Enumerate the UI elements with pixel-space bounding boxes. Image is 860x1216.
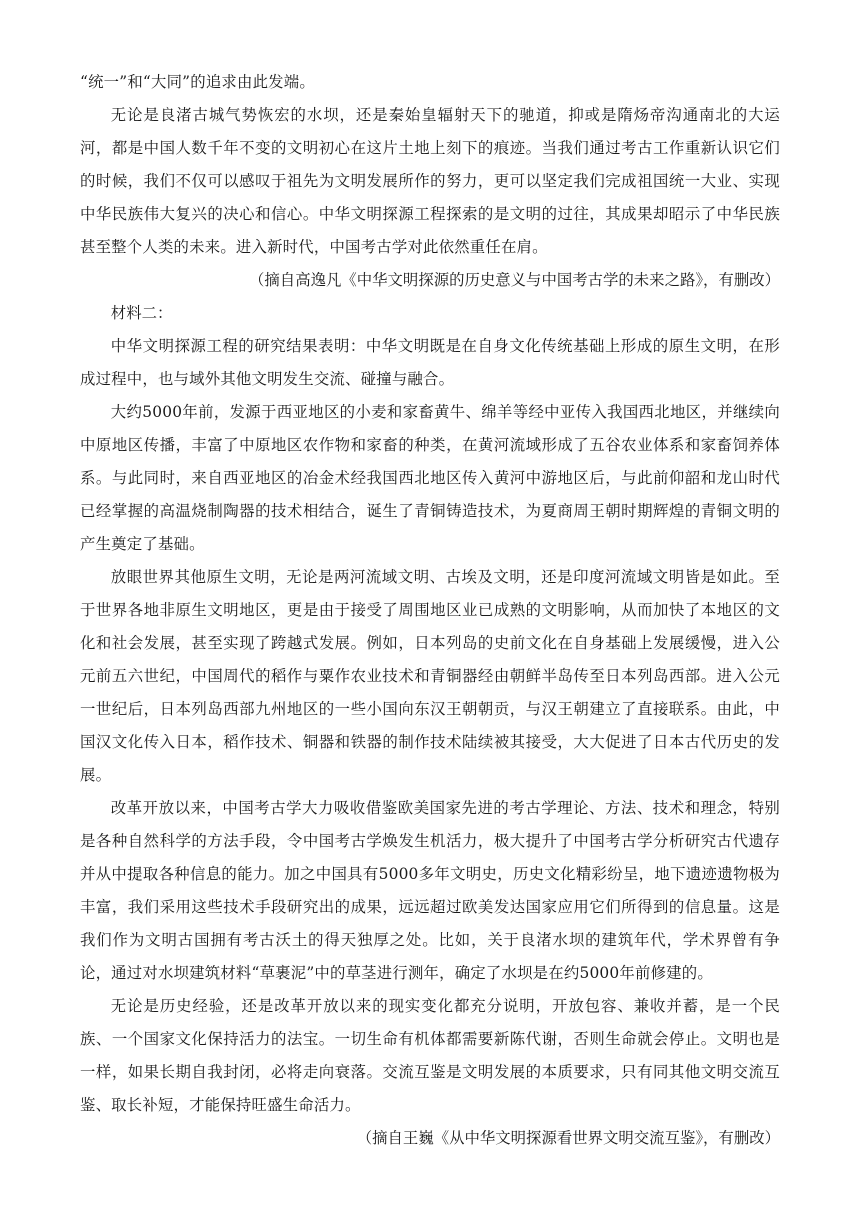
source-citation: （摘自王巍《从中华文明探源看世界文明交流互鉴》，有删改） — [356, 1129, 780, 1147]
material-label: 材料二： — [110, 304, 173, 322]
paragraph: 放眼世界其他原生文明，无论是两河流域文明、古埃及文明，还是印度河流域文明皆是如此。至于世界各地非原生文明地区，更是由于接受了周围地区业已成熟的文明影响，从而加快了本地区的文化和社会发展，甚至实现了跨越式发展。例如，日本列岛的史前文化在自身基础上发展缓慢，进入公元前五六世纪，中国周代的稻作与粟作农业技术和青铜器经由朝鲜半岛传至日本列岛西部。进入公元一世纪后，日本列岛西部九州地区的一些小国向东汉王朝朝贡，与汉王朝建立了直接联系。由此，中国汉文化传入日本，稻作技术、铜器和铁器的制作技术陆续被其接受，大大促进了日本古代历史的发展。 — [80, 568, 780, 784]
paragraph: 中华文明探源工程的研究结果表明：中华文明既是在自身文化传统基础上形成的原生文明，在形成过程中，也与域外其他文明发生交流、碰撞与融合。 — [80, 337, 780, 388]
continued-line: “统一”和“大同”的追求由此发端。 — [80, 73, 315, 91]
document-page — [80, 66, 780, 1155]
paragraph: 无论是良渚古城气势恢宏的水坝，还是秦始皇辐射天下的驰道，抑或是隋炀帝沟通南北的大运河，都是中国人数千年不变的文明初心在这片土地上刻下的痕迹。当我们通过考古工作重新认识它们的时候，我们不仅可以感叹于祖先为文明发展所作的努力，更可以坚定我们完成祖国统一大业、实现中华民族伟大复兴的决心和信心。中华文明探源工程探索的是文明的过往，其成果却昭示了中华民族甚至整个人类的未来。进入新时代，中国考古学对此依然重任在肩。 — [80, 106, 780, 256]
paragraph: 大约5000年前，发源于西亚地区的小麦和家畜黄牛、绵羊等经中亚传入我国西北地区，并继续向中原地区传播，丰富了中原地区农作物和家畜的种类，在黄河流域形成了五谷农业体系和家畜饲养体系。与此同时，来自西亚地区的冶金术经我国西北地区传入黄河中游地区后，与此前仰韶和龙山时代已经掌握的高温烧制陶器的技术相结合，诞生了青铜铸造技术，为夏商周王朝时期辉煌的青铜文明的产生奠定了基础。 — [80, 403, 780, 553]
paragraph: 无论是历史经验，还是改革开放以来的现实变化都充分说明，开放包容、兼收并蓄，是一个民族、一个国家文化保持活力的法宝。一切生命有机体都需要新陈代谢，否则生命就会停止。文明也是一样，如果长期自我封闭，必将走向衰落。交流互鉴是文明发展的本质要求，只有同其他文明交流互鉴、取长补短，才能保持旺盛生命活力。 — [80, 997, 780, 1114]
paragraph: 改革开放以来，中国考古学大力吸收借鉴欧美国家先进的考古学理论、方法、技术和理念，特别是各种自然科学的方法手段，令中国考古学焕发生机活力，极大提升了中国考古学分析研究古代遗存并从中提取各种信息的能力。加之中国具有5000多年文明史，历史文化精彩纷呈，地下遗迹遗物极为丰富，我们采用这些技术手段研究出的成果，远远超过欧美发达国家应用它们所得到的信息量。这是我们作为文明古国拥有考古沃土的得天独厚之处。比如，关于良渚水坝的建筑年代，学术界曾有争论，通过对水坝建筑材料“草裹泥”中的草茎进行测年，确定了水坝是在约5000年前修建的。 — [80, 799, 780, 982]
source-citation: （摘自高逸凡《中华文明探源的历史意义与中国考古学的未来之路》，有删改） — [249, 271, 780, 289]
